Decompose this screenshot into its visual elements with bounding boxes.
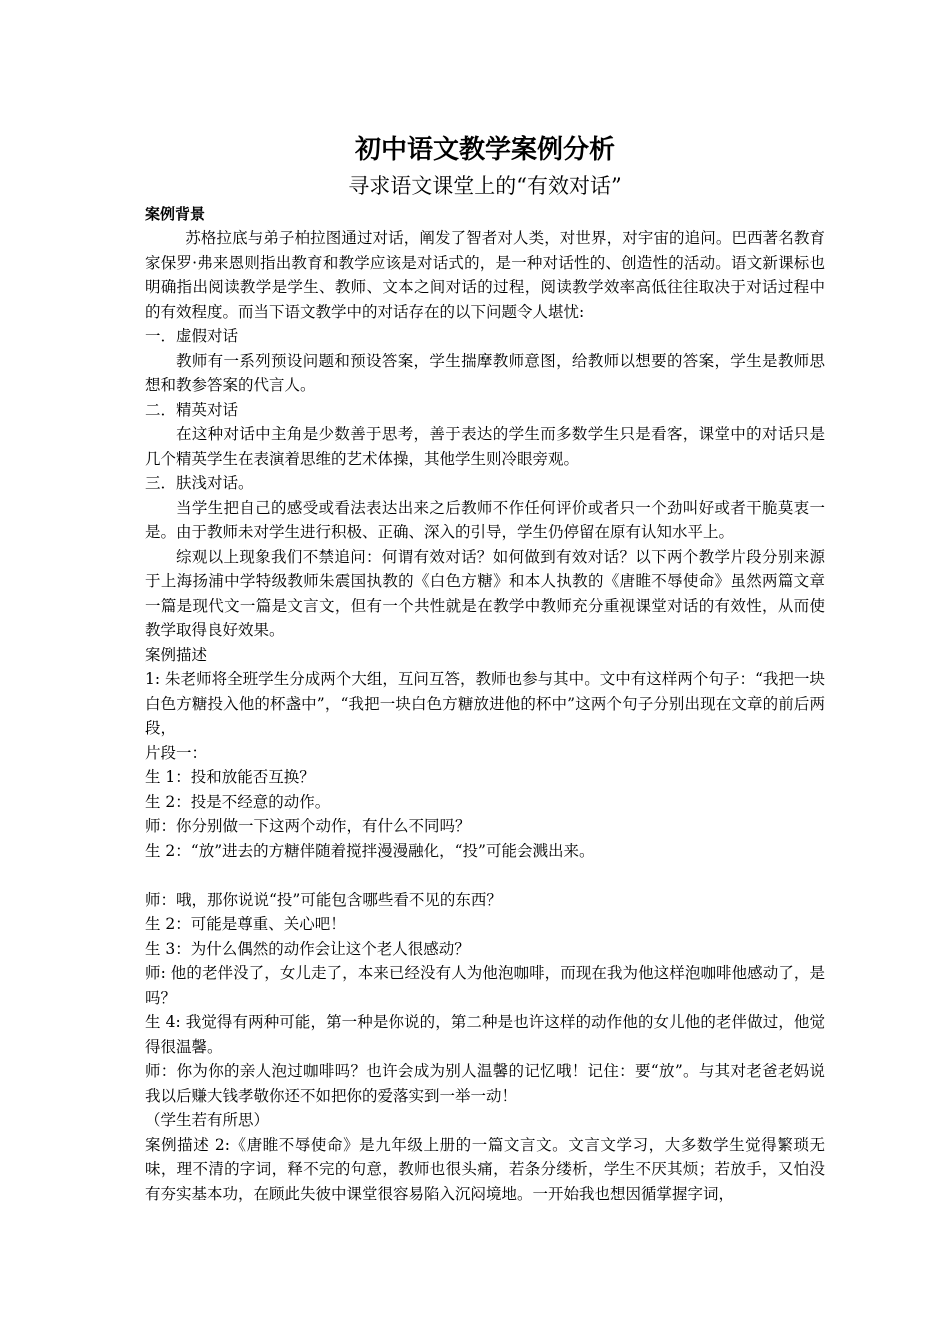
dialogue-line: （学生若有所思） [145,1111,270,1129]
background-heading: 案例背景 [145,205,206,223]
case2-paragraph: 案例描述 2:《唐睢不辱使命》是九年级上册的一篇文言文。文言文学习，大多数学生觉得繁琐无味，理不清的字词，释不完的句意，教师也很头痛，若条分缕析，学生不厌其烦；若放手，又怕没有夯实基本功，在顾此失彼中课堂很容易陷入沉闷境地。一开始我也想因循掌握字词， [145,1135,825,1203]
problem-text-2: 在这种对话中主角是少数善于思考，善于表达的学生而多数学生只是看客，课堂中的对话只是几个精英学生在表演着思维的艺术体操，其他学生则冷眼旁观。 [145,425,825,468]
dialogue-line: 师：你分别做一下这两个动作，有什么不同吗？ [145,817,471,835]
dialogue-line: 师: 他的老伴没了，女儿走了，本来已经没有人为他泡咖啡，而现在我为他这样泡咖啡他感动了，是吗？ [145,964,825,1007]
description-heading: 案例描述 [145,645,208,664]
problem-text-3: 当学生把自己的感受或看法表达出来之后教师不作任何评价或者只一个劲叫好或者干脆莫衷一是。由于教师未对学生进行积极、正确、深入的引导，学生仍停留在原有认知水平上。 [145,498,825,541]
case1-intro: 1: 朱老师将全班学生分成两个大组，互问互答，教师也参与其中。文中有这样两个句子：“我把一块白色方糖投入他的杯盏中”，“我把一块白色方糖放进他的杯中”这两个句子分别出现在文章的前后两段， [145,670,825,737]
dialogue-line: 师：哦，那你说说“投”可能包含哪些看不见的东西？ [145,890,502,909]
problem-label-2: 二．精英对话 [145,400,239,419]
dialogue-line: 师：你为你的亲人泡过咖啡吗？也许会成为别人温馨的记忆哦！记住：要“放”。与其对老爸老妈说我以后赚大钱孝敬你还不如把你的爱落实到一举一动！ [145,1062,825,1105]
document-subtitle: 寻求语文课堂上的“有效对话” [348,174,622,198]
dialogue-line: 生 4: 我觉得有两种可能，第一种是你说的，第二种是也许这样的动作他的女儿他的老伴做过，他觉得很温馨。 [145,1013,825,1056]
document-title: 初中语文教学案例分析 [354,135,615,165]
background-paragraph: 苏格拉底与弟子柏拉图通过对话，阐发了智者对人类，对世界，对宇宙的追问。巴西著名教育家保罗·弗来恩则指出教育和教学应该是对话式的，是一种对话性的、创造性的活动。语文新课标也明确指出阅读教学是学生、教师、文本之间对话的过程，阅读教学效率高低往往取决于对话过程中的有效程度。而当下语文教学中的对话存在的以下问题令人堪忧: [145,229,825,321]
document-page [145,130,825,1206]
dialogue-line: 生 1：投和放能否互换？ [145,768,315,786]
problem-label-1: 一．虚假对话 [145,327,239,345]
summary-paragraph: 综观以上现象我们不禁追问：何谓有效对话？如何做到有效对话？以下两个教学片段分别来源于上海扬浦中学特级教师朱震国执教的《白色方糖》和本人执教的《唐睢不辱使命》虽然两篇文章一篇是现代文一篇是文言文，但有一个共性就是在教学中教师充分重视课堂对话的有效性，从而使教学取得良好效果。 [145,547,825,639]
problem-label-3: 三．肤浅对话。 [145,474,254,492]
dialogue-line: 生 2：可能是尊重、关心吧！ [145,915,346,933]
dialogue-line: 生 3：为什么偶然的动作会让这个老人很感动？ [145,939,470,958]
fragment-label: 片段一： [145,743,208,762]
dialogue-line: 生 2：“放”进去的方糖伴随着搅拌漫漫融化，“投”可能会溅出来。 [145,841,595,860]
dialogue-line: 生 2：投是不经意的动作。 [145,792,331,811]
blank-line [145,863,825,888]
problem-text-1: 教师有一系列预设问题和预设答案，学生揣摩教师意图，给教师以想要的答案，学生是教师思想和教参答案的代言人。 [145,351,825,394]
